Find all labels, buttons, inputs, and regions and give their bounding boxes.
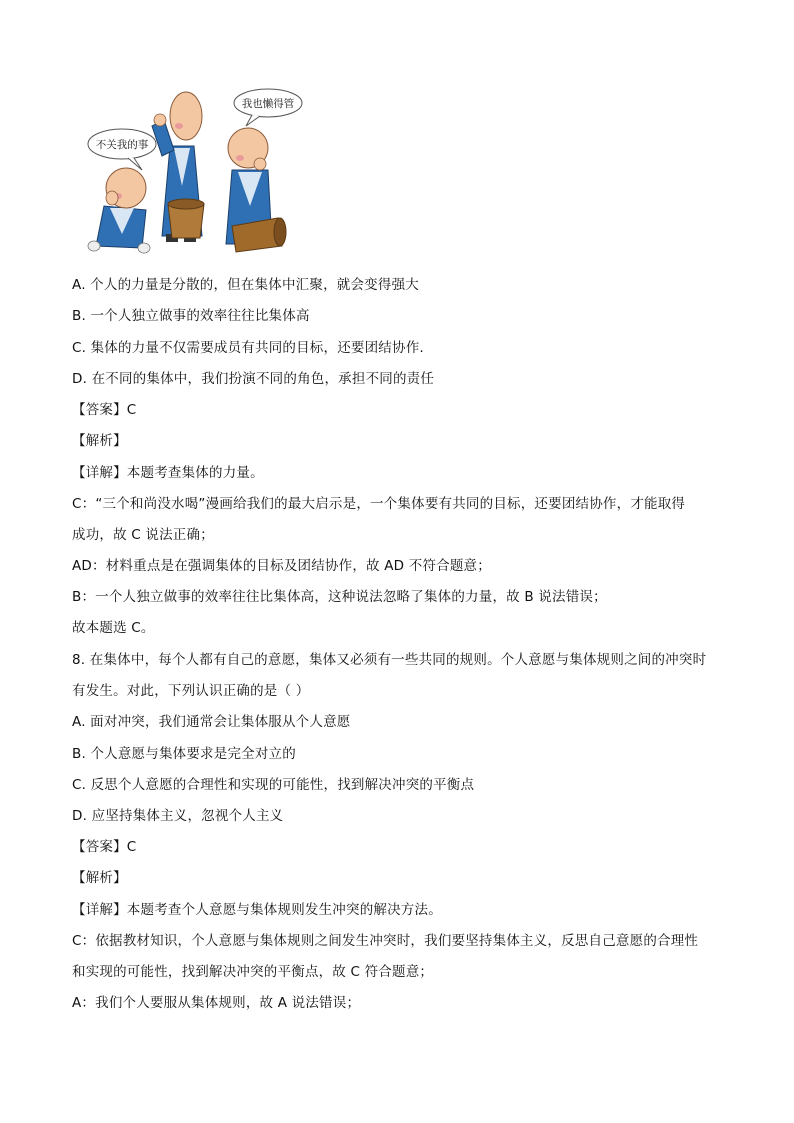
bucket-icon bbox=[168, 199, 204, 238]
q8-option-d: D. 应坚持集体主义，忽视个人主义 bbox=[72, 808, 284, 824]
q7-option-b: B. 一个人独立做事的效率往往比集体高 bbox=[72, 308, 310, 324]
q8-stem-cont: 有发生。对此，下列认识正确的是（ ） bbox=[72, 683, 310, 699]
q7-analysis-label: 【解析】 bbox=[72, 433, 127, 449]
bubble-right-text: 我也懒得管 bbox=[241, 98, 295, 110]
q8-analysis-label: 【解析】 bbox=[72, 870, 127, 886]
q7-option-d: D. 在不同的集体中，我们扮演不同的角色，承担不同的责任 bbox=[72, 371, 435, 387]
q8-answer: 【答案】C bbox=[72, 839, 137, 855]
q7-option-a: A. 个人的力量是分散的，但在集体中汇聚，就会变得强大 bbox=[72, 277, 419, 293]
q8-explanation-line: C：依据教材知识，个人意愿与集体规则之间发生冲突时，我们要坚持集体主义，反思自己意愿的合理性 bbox=[72, 933, 699, 949]
q8-option-a: A. 面对冲突，我们通常会让集体服从个人意愿 bbox=[72, 714, 351, 730]
bubble-left-text: 不关我的事 bbox=[95, 139, 149, 151]
q7-answer: 【答案】C bbox=[72, 402, 137, 418]
q7-explanation-line: AD：材料重点是在强调集体的目标及团结协作，故 AD 不符合题意； bbox=[72, 558, 491, 574]
q7-explanation-line: 成功，故 C 说法正确； bbox=[72, 527, 214, 543]
sitting-monk bbox=[88, 168, 150, 253]
q8-option-c: C. 反思个人意愿的合理性和实现的可能性，找到解决冲突的平衡点 bbox=[72, 777, 475, 793]
q7-explanation-line: C：“三个和尚没水喝”漫画给我们的最大启示是，一个集体要有共同的目标，还要团结协作，才能取得 bbox=[72, 496, 686, 512]
q8-explanation-line: A：我们个人要服从集体规则，故 A 说法错误； bbox=[72, 995, 361, 1011]
q8-detail: 【详解】本题考查个人意愿与集体规则发生冲突的解决方法。 bbox=[72, 902, 442, 918]
q7-explanation-line: B：一个人独立做事的效率往往比集体高，这种说法忽略了集体的力量，故 B 说法错误； bbox=[72, 589, 607, 605]
q7-option-c: C. 集体的力量不仅需要成员有共同的目标，还要团结协作. bbox=[72, 340, 424, 356]
q7-conclusion: 故本题选 C。 bbox=[72, 620, 155, 636]
q8-explanation-line: 和实现的可能性，找到解决冲突的平衡点，故 C 符合题意； bbox=[72, 964, 434, 980]
q8-option-b: B. 个人意愿与集体要求是完全对立的 bbox=[72, 746, 296, 762]
three-monks-illustration bbox=[82, 86, 312, 258]
q7-detail: 【详解】本题考查集体的力量。 bbox=[72, 465, 264, 481]
q8-stem: 8. 在集体中，每个人都有自己的意愿，集体又必须有一些共同的规则。个人意愿与集体规则之间的冲突时 bbox=[72, 652, 707, 668]
